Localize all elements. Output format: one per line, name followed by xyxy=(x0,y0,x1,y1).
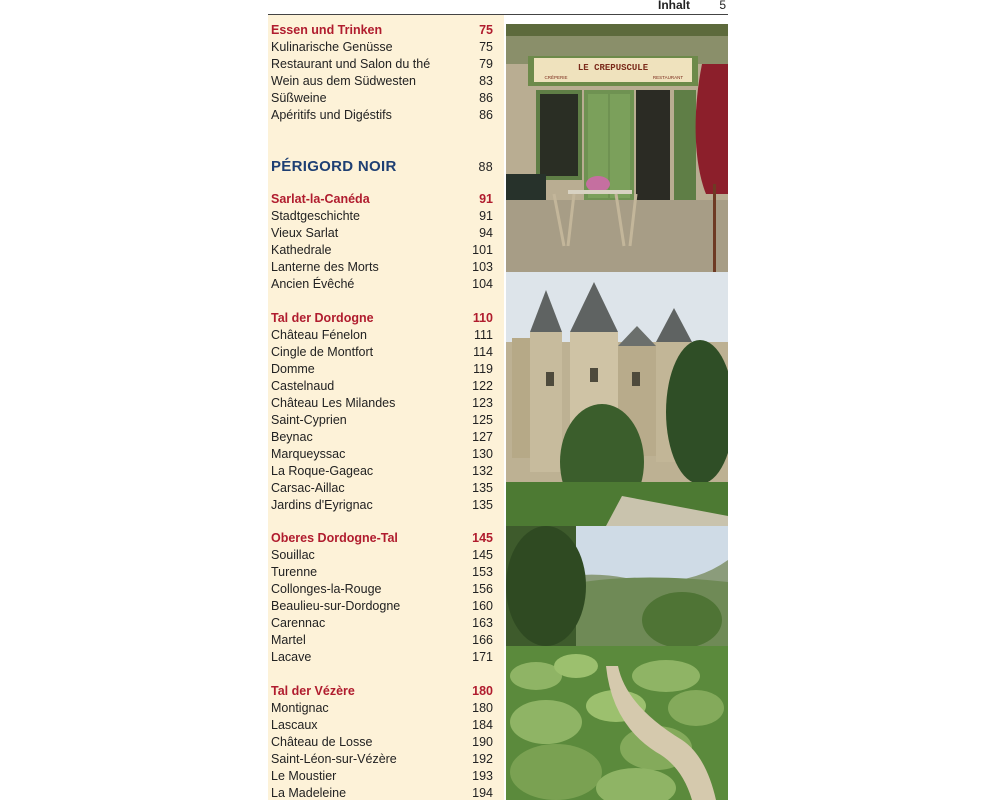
toc-entry[interactable] xyxy=(271,361,493,378)
toc-entry[interactable] xyxy=(271,497,493,514)
toc-entry-title: Beynac xyxy=(271,430,313,444)
toc-entry-page: 135 xyxy=(472,498,493,512)
toc-entry[interactable] xyxy=(271,107,493,124)
toc-entry-page: 83 xyxy=(479,74,493,88)
toc-entry[interactable] xyxy=(271,429,493,446)
toc-heading-page: 180 xyxy=(472,684,493,698)
toc-heading[interactable] xyxy=(271,683,493,700)
toc-entry[interactable] xyxy=(271,615,493,632)
cafe-sign-left: CRÊPERIE xyxy=(544,75,568,80)
toc-heading-title: Sarlat-la-Canéda xyxy=(271,192,370,206)
toc-section-dordogne xyxy=(271,310,493,514)
toc-entry[interactable] xyxy=(271,242,493,259)
toc-entry-title: Lacave xyxy=(271,650,312,664)
toc-entry-page: 101 xyxy=(472,243,493,257)
toc-entry-title: Carennac xyxy=(271,616,326,630)
toc-entry-title: Beaulieu-sur-Dordogne xyxy=(271,599,401,613)
toc-entry-title: Süßweine xyxy=(271,91,327,105)
toc-entry-page: 122 xyxy=(472,379,493,393)
toc-entry[interactable] xyxy=(271,717,493,734)
toc-entry-title: Lascaux xyxy=(271,718,318,732)
toc-entry-title: Apéritifs und Digéstifs xyxy=(271,108,392,122)
toc-entry[interactable] xyxy=(271,73,493,90)
toc-entry-title: Collonges-la-Rouge xyxy=(271,582,382,596)
toc-entry-title: Carsac-Aillac xyxy=(271,481,345,495)
toc-section-vezere xyxy=(271,683,493,800)
toc-entry[interactable] xyxy=(271,785,493,800)
toc-heading-page: 91 xyxy=(479,192,493,206)
toc-entry-title: Lanterne des Morts xyxy=(271,260,379,274)
toc-entry-page: 160 xyxy=(472,599,493,613)
photo-garden xyxy=(506,526,728,800)
toc-entry[interactable] xyxy=(271,395,493,412)
toc-section-region xyxy=(271,157,493,177)
toc-entry-page: 184 xyxy=(472,718,493,732)
toc-entry-title: Château Les Milandes xyxy=(271,396,396,410)
toc-entry-title: Wein aus dem Südwesten xyxy=(271,74,416,88)
toc-entry-page: 103 xyxy=(472,260,493,274)
toc-entry[interactable] xyxy=(271,632,493,649)
toc-heading-title: Oberes Dordogne-Tal xyxy=(271,531,398,545)
toc-entry[interactable] xyxy=(271,225,493,242)
toc-heading-title: Tal der Vézère xyxy=(271,684,355,698)
toc-entry[interactable] xyxy=(271,649,493,666)
toc-entry[interactable] xyxy=(271,581,493,598)
toc-entry-page: 180 xyxy=(472,701,493,715)
toc-heading-page: 75 xyxy=(479,23,493,37)
toc-entry-title: Ancien Évêché xyxy=(271,277,355,291)
toc-entry-title: Kathedrale xyxy=(271,243,332,257)
toc-entry[interactable] xyxy=(271,564,493,581)
toc-entry-page: 79 xyxy=(479,57,493,71)
toc-entry[interactable] xyxy=(271,276,493,293)
toc-heading-page: 145 xyxy=(472,531,493,545)
toc-section-essen xyxy=(271,22,493,124)
toc-heading-title: Essen und Trinken xyxy=(271,23,383,37)
toc-region-heading[interactable] xyxy=(271,157,493,177)
toc-entry[interactable] xyxy=(271,700,493,717)
toc-heading-page: 110 xyxy=(472,311,493,325)
toc-entry-title: Vieux Sarlat xyxy=(271,226,339,240)
toc-entry-title: La Roque-Gageac xyxy=(271,464,374,478)
toc-entry-page: 145 xyxy=(472,548,493,562)
toc-entry-title: Kulinarische Genüsse xyxy=(271,40,393,54)
header-page-number: 5 xyxy=(719,0,726,12)
toc-entry[interactable] xyxy=(271,412,493,429)
toc-entry-title: Montignac xyxy=(271,701,329,715)
toc-entry-title: Saint-Cyprien xyxy=(271,413,347,427)
toc-entry-page: 94 xyxy=(479,226,493,240)
toc-entry-title: Castelnaud xyxy=(271,379,335,393)
toc-heading[interactable] xyxy=(271,22,493,39)
cafe-sign-right: RESTAURANT xyxy=(652,75,684,80)
toc-entry-page: 135 xyxy=(472,481,493,495)
toc-entry-page: 104 xyxy=(472,277,493,291)
toc-heading-title: Tal der Dordogne xyxy=(271,311,374,325)
toc-entry[interactable] xyxy=(271,344,493,361)
toc-entry-page: 111 xyxy=(473,328,493,342)
toc-entry-page: 171 xyxy=(472,650,493,664)
toc-entry-page: 194 xyxy=(472,786,493,800)
toc-entry-title: Turenne xyxy=(271,565,318,579)
toc-entry-page: 127 xyxy=(472,430,493,444)
table-of-contents xyxy=(268,15,504,800)
toc-entry-title: Jardins d'Eyrignac xyxy=(271,498,373,512)
toc-entry-title: Restaurant und Salon du thé xyxy=(271,57,431,71)
toc-entry[interactable] xyxy=(271,446,493,463)
toc-entry-page: 91 xyxy=(479,209,493,223)
toc-heading[interactable] xyxy=(271,191,493,208)
toc-entry[interactable] xyxy=(271,547,493,564)
header-title: Inhalt xyxy=(658,0,690,12)
toc-section-sarlat xyxy=(271,191,493,293)
toc-entry-page: 123 xyxy=(472,396,493,410)
toc-entry[interactable] xyxy=(271,751,493,768)
toc-entry-page: 153 xyxy=(472,565,493,579)
toc-entry[interactable] xyxy=(271,327,493,344)
toc-entry[interactable] xyxy=(271,39,493,56)
toc-entry[interactable] xyxy=(271,208,493,225)
toc-entry[interactable] xyxy=(271,90,493,107)
toc-entry-title: Cingle de Montfort xyxy=(271,345,374,359)
toc-entry-page: 114 xyxy=(473,345,493,359)
toc-entry-title: Martel xyxy=(271,633,306,647)
toc-entry-title: Marqueyssac xyxy=(271,447,346,461)
photo-cafe xyxy=(506,24,728,272)
toc-entry[interactable] xyxy=(271,734,493,751)
toc-entry-title: Stadtgeschichte xyxy=(271,209,360,223)
toc-entry-page: 166 xyxy=(472,633,493,647)
toc-entry-title: Domme xyxy=(271,362,315,376)
toc-entry-page: 132 xyxy=(472,464,493,478)
toc-entry-page: 86 xyxy=(479,108,493,122)
toc-entry[interactable] xyxy=(271,259,493,276)
toc-region-page: 88 xyxy=(478,160,493,174)
toc-entry-title: Souillac xyxy=(271,548,315,562)
cafe-sign-text: LE CREPUSCULE xyxy=(577,63,649,73)
toc-entry[interactable] xyxy=(271,56,493,73)
page-header xyxy=(268,0,728,15)
toc-entry[interactable] xyxy=(271,378,493,395)
toc-heading[interactable] xyxy=(271,530,493,547)
toc-entry-page: 193 xyxy=(472,769,493,783)
toc-entry-page: 75 xyxy=(479,40,493,54)
toc-entry[interactable] xyxy=(271,480,493,497)
toc-entry-page: 125 xyxy=(472,413,493,427)
toc-entry[interactable] xyxy=(271,768,493,785)
toc-entry-page: 86 xyxy=(479,91,493,105)
toc-entry[interactable] xyxy=(271,463,493,480)
toc-region-title: PÉRIGORD NOIR xyxy=(271,158,397,175)
toc-entry-page: 190 xyxy=(472,735,493,749)
toc-entry-page: 192 xyxy=(472,752,493,766)
toc-entry-page: 163 xyxy=(472,616,493,630)
toc-entry-title: Le Moustier xyxy=(271,769,337,783)
toc-entry-page: 156 xyxy=(472,582,493,596)
toc-entry-title: Château de Losse xyxy=(271,735,373,749)
toc-entry-page: 119 xyxy=(473,362,493,376)
toc-entry[interactable] xyxy=(271,598,493,615)
photo-chateau xyxy=(506,272,728,526)
toc-heading[interactable] xyxy=(271,310,493,327)
toc-entry-title: La Madeleine xyxy=(271,786,347,800)
toc-entry-page: 130 xyxy=(472,447,493,461)
toc-section-oberes-dordogne xyxy=(271,530,493,666)
toc-entry-title: Saint-Léon-sur-Vézère xyxy=(271,752,397,766)
toc-entry-title: Château Fénelon xyxy=(271,328,367,342)
